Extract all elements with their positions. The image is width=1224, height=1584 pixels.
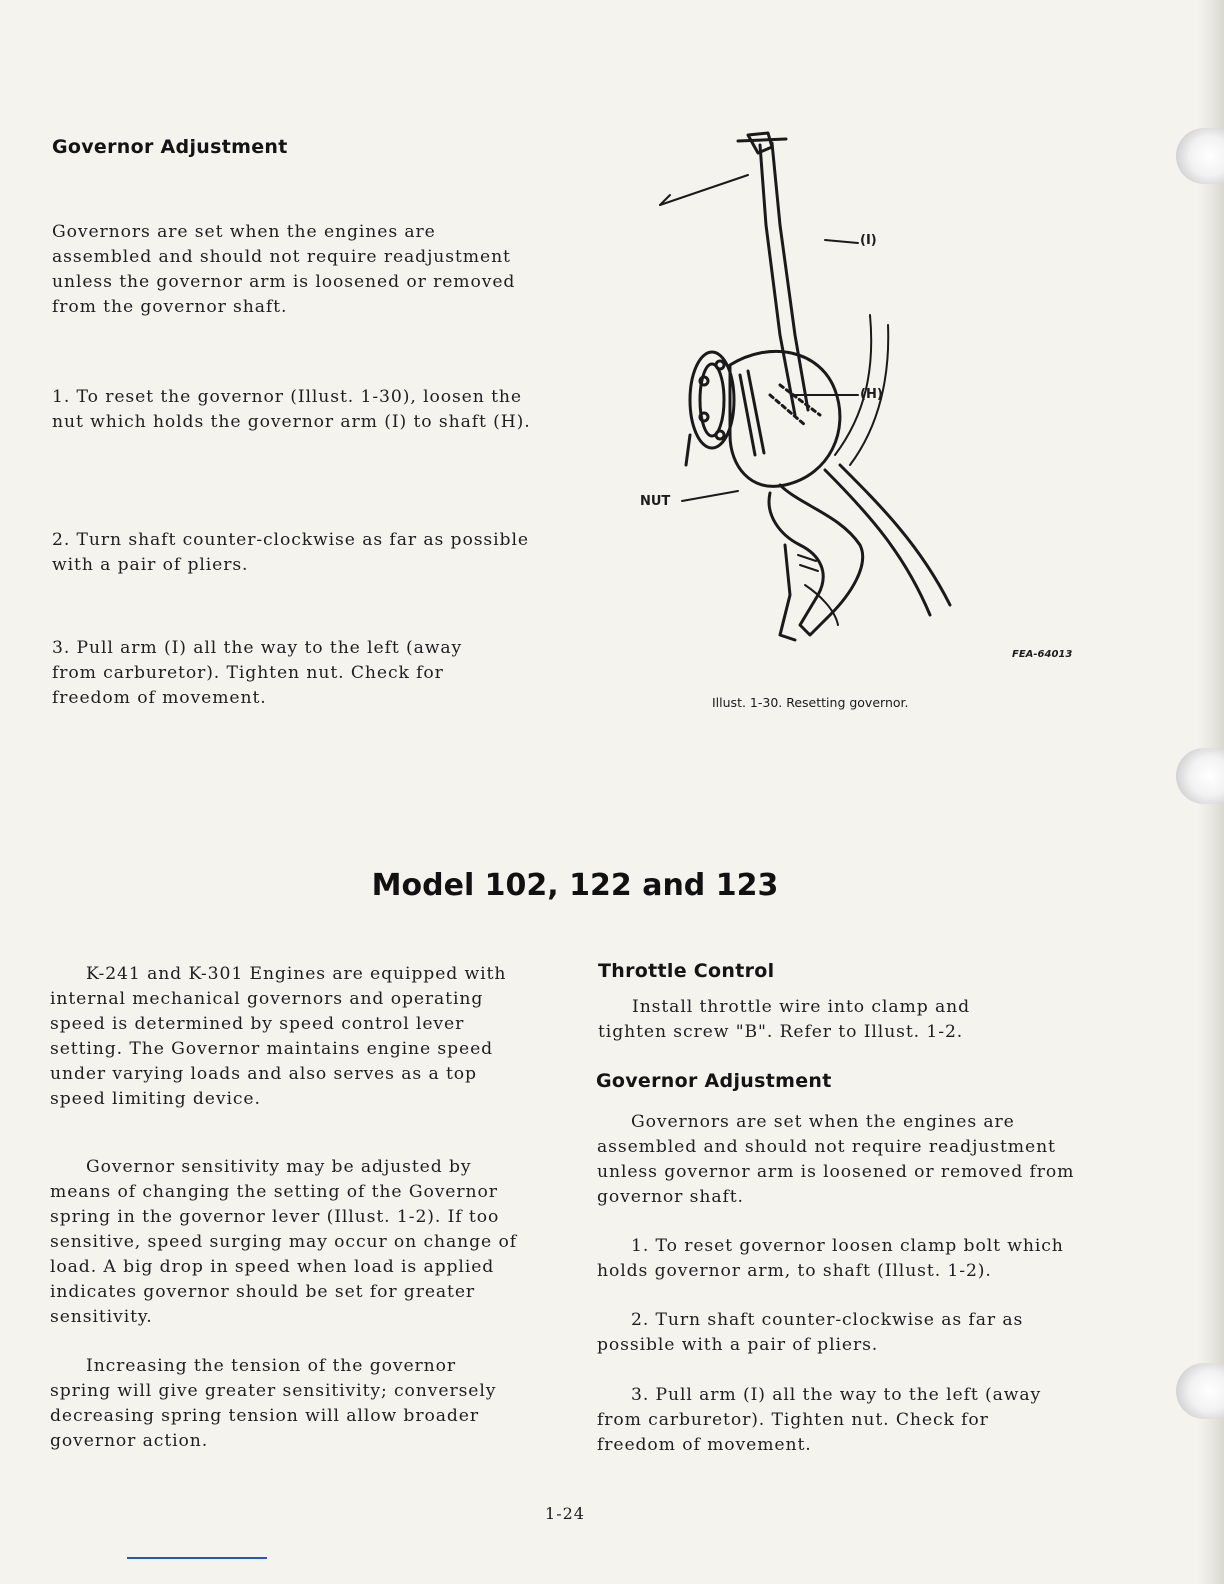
throttle-control-heading: Throttle Control [598, 960, 775, 982]
governor-intro-bottom: Governors are set when the engines are assembled and should not require readjustment unless governor arm is loosened or removed from governor shaft. [597, 1112, 1075, 1207]
binder-hole-top [1176, 128, 1224, 184]
governor-step-3-bottom: 3. Pull arm (I) all the way to the left (away from carburetor). Tighten nut. Check for freedom of movement. [597, 1385, 1042, 1455]
throttle-control-text: Install throttle wire into clamp and tighten screw "B". Refer to Illust. 1-2. [598, 997, 970, 1042]
governor-intro-top: Governors are set when the engines are assembled and should not require readjustment unless the governor arm is loosened or removed from the governor shaft. [52, 222, 516, 317]
governor-illustration [620, 125, 1040, 685]
governor-step-2-bottom: 2. Turn shaft counter-clockwise as far as possible with a pair of pliers. [597, 1310, 1024, 1355]
engines-intro-paragraph: K-241 and K-301 Engines are equipped with internal mechanical governors and operating speed is determined by speed control lever setting. The Governor maintains engine speed under varying loads and also serves as a top speed limiting device. [50, 964, 507, 1109]
arm-callout-label: (I) [860, 233, 877, 248]
footer-rule [127, 1557, 267, 1559]
governor-drawing [620, 125, 1040, 685]
page-number: 1-24 [545, 1504, 585, 1523]
figure-code: FEA-64013 [1012, 649, 1073, 660]
binder-hole-bottom [1176, 1363, 1224, 1419]
section-title: Model 102, 122 and 123 [371, 868, 779, 903]
nut-callout-label: NUT [640, 494, 671, 509]
spring-tension-paragraph: Increasing the tension of the governor spring will give greater sensitivity; conversely decreasing spring tension will allow broader governor action. [50, 1356, 497, 1451]
figure-caption: Illust. 1-30. Resetting governor. [712, 695, 909, 710]
governor-step-3-top: 3. Pull arm (I) all the way to the left (away from carburetor). Tighten nut. Check for freedom of movement. [52, 638, 463, 708]
shaft-callout-label: (H) [860, 387, 883, 402]
governor-adjustment-heading-bottom: Governor Adjustment [596, 1070, 832, 1092]
governor-step-2-top: 2. Turn shaft counter-clockwise as far as possible with a pair of pliers. [52, 530, 529, 575]
governor-step-1-top: 1. To reset the governor (Illust. 1-30), loosen the nut which holds the governor arm (I) to shaft (H). [52, 387, 531, 432]
governor-step-1-bottom: 1. To reset governor loosen clamp bolt which holds governor arm, to shaft (Illust. 1-2). [597, 1236, 1064, 1281]
governor-adjustment-heading-top: Governor Adjustment [52, 136, 288, 158]
sensitivity-paragraph: Governor sensitivity may be adjusted by means of changing the setting of the Governor spring in the governor lever (Illust. 1-2). If too sensitive, speed surging may occur on change of load. A big drop in speed when load is applied indicates governor should be set for greater sensitivity. [50, 1157, 517, 1327]
binder-hole-middle [1176, 748, 1224, 804]
